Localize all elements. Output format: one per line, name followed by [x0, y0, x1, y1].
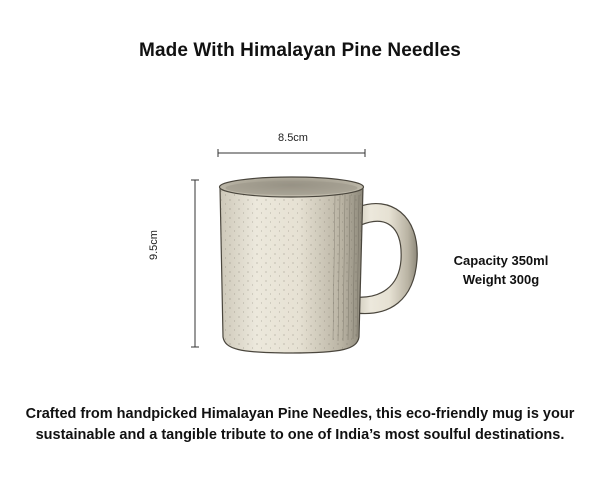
page-title: Made With Himalayan Pine Needles: [139, 40, 461, 61]
product-description: [20, 404, 580, 446]
weight-text: Weight 300g: [462, 272, 540, 287]
width-dimension-label: 8.5cm: [278, 132, 308, 144]
mug-drawing: [165, 125, 435, 365]
mug-illustration: [165, 125, 435, 365]
specs-block: [436, 251, 566, 289]
description-line-2: sustainable and a tangible tribute to one of India’s most soulful destinations.: [35, 427, 565, 443]
height-dimension-label: 9.5cm: [148, 230, 160, 260]
capacity-text: Capacity 350ml: [453, 253, 549, 268]
description-line-1: Crafted from handpicked Himalayan Pine Needles, this eco-friendly mug is your: [25, 406, 575, 422]
